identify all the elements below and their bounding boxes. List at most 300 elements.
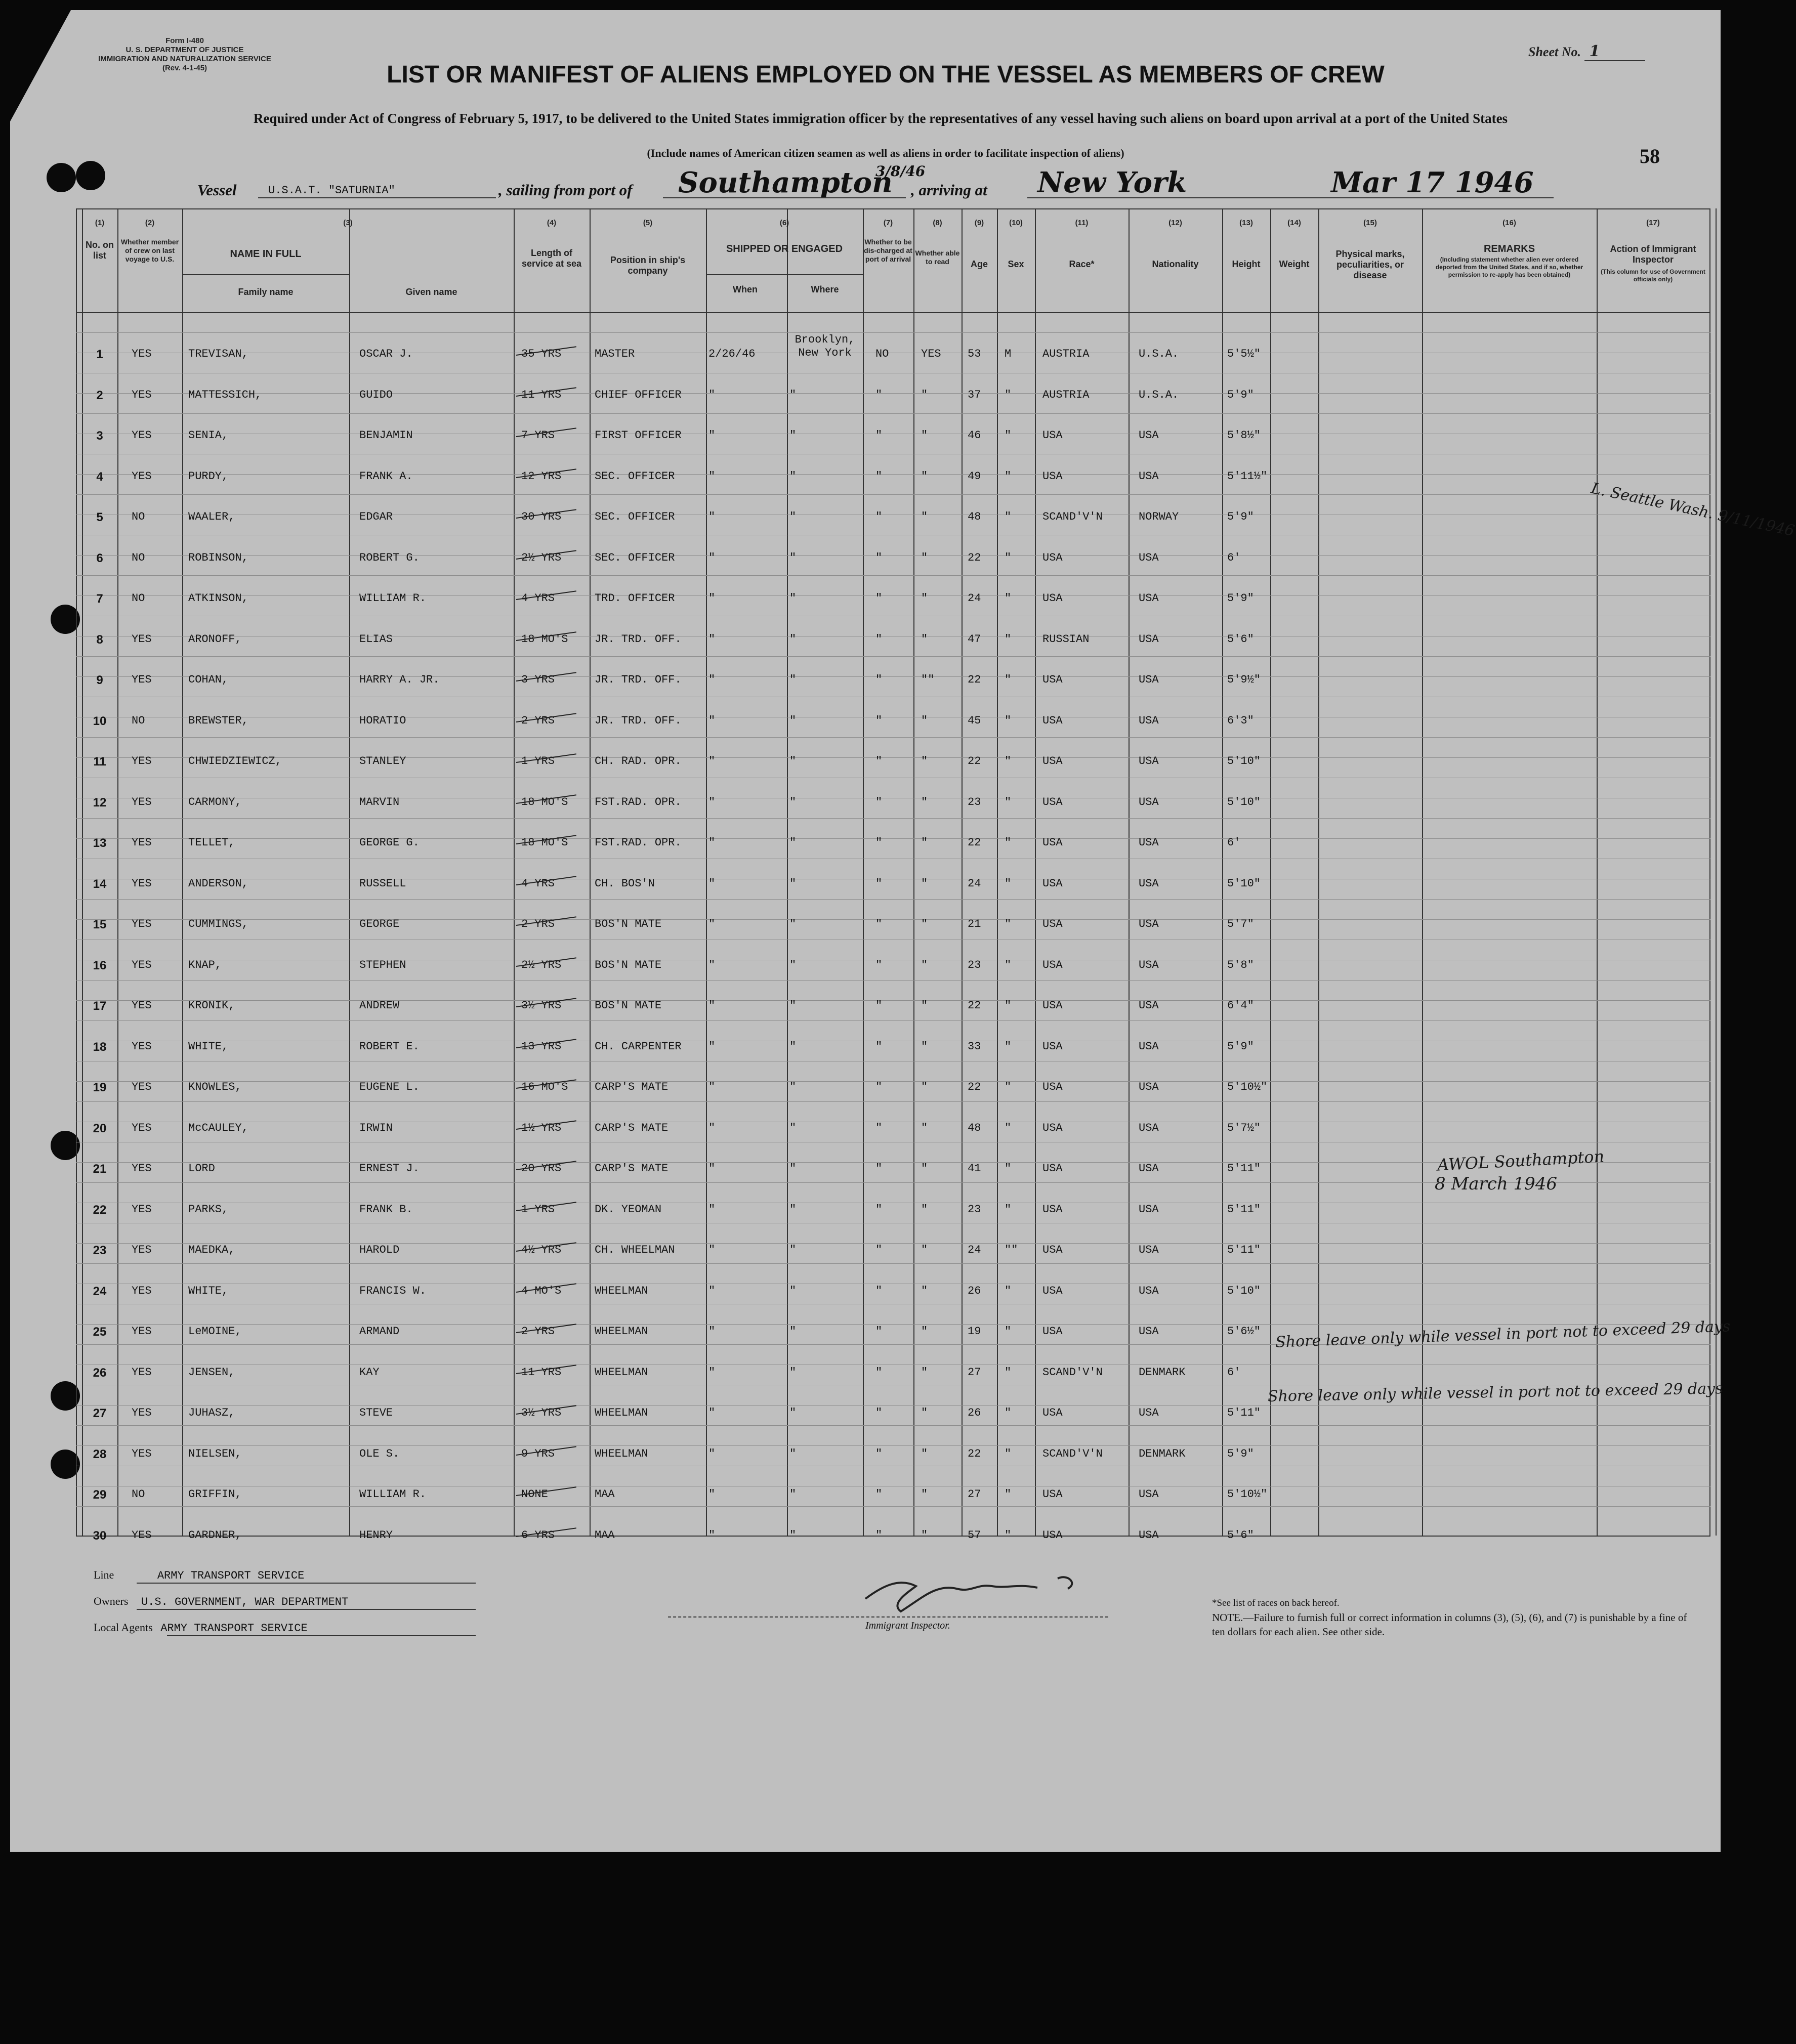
given-name: BENJAMIN [359, 429, 413, 442]
service-length: 4½ YRS [521, 1244, 562, 1256]
position: MAA [595, 1528, 615, 1542]
shipped-where: " [789, 918, 797, 930]
service-length: 20 YRS [521, 1162, 562, 1175]
age: 21 [968, 918, 981, 930]
service-length: 18 MO'S [521, 836, 568, 849]
given-name: ERNEST J. [359, 1162, 420, 1175]
family-name: ANDERSON, [188, 877, 248, 890]
able-to-read: " [921, 551, 928, 564]
shipped-where: " [789, 592, 797, 605]
sex: " [1005, 510, 1012, 523]
able-to-read: " [921, 755, 928, 768]
given-name: STEPHEN [359, 958, 406, 971]
member-status: NO [132, 510, 145, 523]
service-length: 2 YRS [521, 918, 555, 930]
height: 5'11" [1227, 1203, 1261, 1216]
vessel-name: U.S.A.T. "SATURNIA" [268, 184, 395, 197]
member-status: NO [132, 714, 145, 727]
nationality: USA [1139, 1203, 1159, 1216]
member-status: YES [132, 877, 152, 890]
service-length: 18 MO'S [521, 632, 568, 646]
nationality: USA [1139, 1528, 1159, 1542]
header-nationality: Nationality [1152, 259, 1199, 269]
able-to-read: " [921, 877, 928, 890]
member-status: YES [132, 470, 152, 483]
shipped-where: " [789, 510, 797, 523]
able-to-read: " [921, 1284, 928, 1297]
nationality: USA [1139, 632, 1159, 646]
member-status: YES [132, 1447, 152, 1460]
position: BOS'N MATE [595, 958, 662, 971]
able-to-read: " [921, 1488, 928, 1501]
family-name: CARMONY, [188, 795, 242, 808]
discharge: " [875, 958, 883, 971]
age: 48 [968, 510, 981, 523]
service-length: 7 YRS [521, 429, 555, 442]
service-length: 1 YRS [521, 755, 555, 768]
discharge: " [875, 551, 883, 564]
family-name: MAEDKA, [188, 1244, 235, 1256]
shipped-when: " [708, 673, 716, 686]
age: 22 [968, 1447, 981, 1460]
member-status: YES [132, 836, 152, 849]
sex: " [1005, 1325, 1012, 1338]
family-name: CUMMINGS, [188, 918, 248, 930]
header-discharged: Whether to be dis-charged at port of arrival [864, 238, 912, 263]
shipped-where: " [789, 388, 797, 401]
given-name: ROBERT E. [359, 1040, 420, 1053]
age: 22 [968, 673, 981, 686]
row-number: 11 [93, 755, 106, 769]
given-name: FRANK A. [359, 470, 413, 483]
family-name: WHITE, [188, 1040, 229, 1053]
race: SCAND'V'N [1042, 1366, 1103, 1379]
nationality: NORWAY [1139, 510, 1179, 523]
height: 5'10" [1227, 755, 1261, 768]
given-name: HORATIO [359, 714, 406, 727]
member-status: YES [132, 755, 152, 768]
sail-date: 3/8/46 [875, 163, 926, 180]
able-to-read: " [921, 1081, 928, 1093]
age: 23 [968, 795, 981, 808]
row-number: 16 [93, 958, 107, 972]
discharge: NO [875, 348, 889, 360]
family-name: NIELSEN, [188, 1447, 242, 1460]
able-to-read: " [921, 1366, 928, 1379]
row-number: 9 [96, 673, 103, 687]
family-name: SENIA, [188, 429, 229, 442]
header-where: Where [811, 284, 839, 294]
race: USA [1042, 1284, 1063, 1297]
service-length: 2½ YRS [521, 551, 562, 564]
service-length: 2½ YRS [521, 958, 562, 971]
row-number: 6 [96, 551, 103, 565]
able-to-read: " [921, 1203, 928, 1216]
able-to-read: " [921, 429, 928, 442]
service-length: 2 YRS [521, 714, 555, 727]
inspector-signature [855, 1563, 1118, 1619]
given-name: GEORGE [359, 918, 400, 930]
member-status: YES [132, 795, 152, 808]
shipped-where: " [789, 673, 797, 686]
height: 5'5½" [1227, 348, 1261, 360]
race: USA [1042, 592, 1063, 605]
able-to-read: " [921, 1040, 928, 1053]
able-to-read: " [921, 999, 928, 1012]
inspector-label: Immigrant Inspector. [865, 1620, 950, 1631]
nationality: USA [1139, 551, 1159, 564]
discharge: " [875, 388, 883, 401]
header-age: Age [970, 259, 988, 269]
able-to-read: " [921, 1325, 928, 1338]
discharge: " [875, 795, 883, 808]
service-length: 9 YRS [521, 1447, 555, 1460]
age: 26 [968, 1407, 981, 1419]
age: 22 [968, 755, 981, 768]
shipped-where: " [789, 1325, 797, 1338]
discharge: " [875, 1528, 883, 1542]
family-name: LORD [188, 1162, 215, 1175]
able-to-read: " [921, 1244, 928, 1256]
given-name: EUGENE L. [359, 1081, 420, 1093]
family-name: TREVISAN, [188, 348, 248, 360]
row-number: 17 [93, 999, 107, 1013]
shipped-where: " [789, 958, 797, 971]
nationality: USA [1139, 1284, 1159, 1297]
height: 5'7½" [1227, 1121, 1261, 1134]
row-number: 7 [96, 592, 103, 606]
form-identifier: Form I-480 U. S. DEPARTMENT OF JUSTICE IMMIGRATION AND NATURALIZATION SERVICE (Rev. 4-1-45) [98, 36, 271, 72]
race: USA [1042, 673, 1063, 686]
header-prev-voyage: Whether member of crew on last voyage to U.S. [120, 238, 179, 263]
row-number: 15 [93, 918, 107, 931]
race: USA [1042, 1325, 1063, 1338]
able-to-read: " [921, 1407, 928, 1419]
shipped-when: " [708, 1366, 716, 1379]
nationality: USA [1139, 755, 1159, 768]
able-to-read: " [921, 470, 928, 483]
shipped-where: " [789, 632, 797, 646]
given-name: EDGAR [359, 510, 393, 523]
service-length: 13 YRS [521, 1040, 562, 1053]
age: 45 [968, 714, 981, 727]
nationality: USA [1139, 429, 1159, 442]
sex: " [1005, 755, 1012, 768]
able-to-read: " [921, 714, 928, 727]
given-name: KAY [359, 1366, 380, 1379]
position: CH. CARPENTER [595, 1040, 682, 1053]
member-status: YES [132, 632, 152, 646]
header-name: NAME IN FULL [230, 248, 302, 260]
sex: " [1005, 1081, 1012, 1093]
sex: " [1005, 388, 1012, 401]
header-remarks-detail: (Including statement whether alien ever ordered deported from the United States, and if so, whether permission to re-apply has been obtained) [1435, 256, 1583, 278]
sex: M [1005, 348, 1012, 360]
member-status: YES [132, 1162, 152, 1175]
height: 5'10" [1227, 795, 1261, 808]
member-status: YES [132, 1203, 152, 1216]
shipped-where: " [789, 836, 797, 849]
row-number: 30 [93, 1528, 107, 1543]
member-status: YES [132, 958, 152, 971]
race: USA [1042, 1162, 1063, 1175]
header-remarks: REMARKS [1483, 243, 1535, 254]
row-number: 5 [96, 510, 103, 524]
age: 26 [968, 1284, 981, 1297]
punch-hole [76, 161, 105, 190]
sex: " [1005, 1447, 1012, 1460]
header-physical-marks: Physical marks, peculiarities, or disease [1335, 249, 1405, 280]
shipped-when: " [708, 1447, 716, 1460]
position: JR. TRD. OFF. [595, 632, 682, 646]
header-weight: Weight [1279, 259, 1310, 269]
shipped-where: " [789, 1284, 797, 1297]
height: 5'6" [1227, 1528, 1254, 1542]
height: 5'10½" [1227, 1488, 1268, 1501]
crew-table: (1) (2) (3) (4) (5) (6) (7) (8) (9) (10) (11) (12) (13) (14) (15) (16) (17) No. on list Whether member of crew on last voyage to U.S. NAME IN FULL Family name Given name Length of service at sea Position in ship's company SHIPPED OR ENGAGED When Where Whether to be dis-charged at port of arrival Whether able to read Age Sex Race* Nationality Height Weight Physical marks, peculiarities, or disease REMARKS (Including statement whether alien ever ordered deported from the United States, and if so, whether permission to re-apply has been obtained) Action of Immigrant Inspector (This column for use of Government officials only) 1 YES TREVISAN, OSCAR J. 35 YRS MASTER 2/26/46 Brooklyn, New York NO YES 53 M AUSTRIA U.S.A. 5'5½" 2 YES MATTESSICH, GUIDO 11 YRS CHIEF OFFICER " " " " 37 " AUSTRIA U.S.A. 5'9" 3 YES SENIA, BENJAMIN 7 YRS FIRST OFFICER " " " " 46 " USA USA 5'8½" 4 YES PURDY, FRANK A. 12 YRS SEC. OFFICER " " " " 49 " USA USA 5'11½" 5 NO WAALER, EDGAR 30 YRS SEC. OFFICER " " " " 48 " SCAND'V'N NORWAY 5'9" 6 NO ROBINSON, ROBERT G. 2½ YRS SEC. OFFICER " " " " 22 " USA USA 6' 7 NO ATKINSON, WILLIAM R. 4 YRS TRD. OFFICER " " " " 24 " USA USA 5'9" 8 YES ARONOFF, ELIAS 18 MO'S JR. TRD. OFF. " " " " 47 " RUSSIAN USA 5'6" 9 YES COHAN, HARRY A. JR. 3 YRS JR. TRD. OFF. " " " "" 22 " USA USA 5'9½" 10 NO BREWSTER, HORATIO 2 YRS JR. TRD. OFF. " " " " 45 " USA USA 6'3" 11 YES CHWIEDZIEWICZ, STANLEY 1 YRS CH. RAD. OPR. " " " " 22 " USA USA 5'10" 12 YES CARMONY, MARVIN 18 MO'S FST.RAD. OPR. " " " " 23 " USA USA 5'10" 13 YES TELLET, GEORGE G. 18 MO'S FST.RAD. OPR. " " " " 22 " USA USA 6' 14 YES ANDERSON, RUSSELL 4 YRS CH. BOS'N " " " " 24 " USA USA 5'10" 15 YES CUMMINGS, GEORGE 2 YRS BOS'N MATE " " " " 21 " USA USA 5'7" 16 YES KNAP, STEPHEN 2½ YRS BOS'N MATE " " " " 23 " USA USA 5'8" 17 YES KRONIK, ANDREW 3½ YRS BOS'N MATE " " " " 22 " USA USA 6'4" 18 YES WHITE, ROBERT E. 13 YRS CH. CARPENTER " " " " 33 " USA USA 5'9" 19 YES KNOWLES, EUGENE L. 16 MO'S CARP'S MATE " " " " 22 " USA USA 5'10½" 20 YES McCAULEY, IRWIN 1½ YRS CARP'S MATE " " " " 48 " USA USA 5'7½" 21 YES LORD ERNEST J. 20 YRS CARP'S MATE " " " " 41 " USA USA 5'11" 22 YES PARKS, FRANK B. 1 YRS DK. YEOMAN " " " " 23 " USA USA 5'11" 23 YES MAEDKA, HAROLD 4½ YRS CH. WHEELMAN " " " " 24 "" USA USA 5'11" 24 YES WHITE, FRANCIS W. 4 MO'S WHEELMAN " " " " 26 " USA USA 5'10" 25 YES LeMOINE, ARMAND 2 YRS WHEELMAN " " " " 19 " USA USA 5'6½" 26 YES JENSEN, KAY 11 YRS WHEELMAN " " " " 27 " SCAND'V'N DENMARK 6' 27 YES JUHASZ, STEVE 3½ YRS WHEELMAN " " " " 26 " USA USA 5'11" 28 YES NIELSEN, OLE S. 9 YRS WHEELMAN " " " " 22 " SCAND'V'N DENMARK 5'9" 29 NO GRIFFIN, WILLIAM R. NONE MAA " " " " 27 " USA USA 5'10½" 30 YES GARDNER, HENRY 6 YRS MAA " " " " 57 " USA USA 5'6" [76, 208, 1710, 1536]
shipped-when: " [708, 1244, 716, 1256]
age: 22 [968, 1081, 981, 1093]
discharge: " [875, 1203, 883, 1216]
height: 5'11½" [1227, 470, 1268, 483]
service-length: 16 MO'S [521, 1081, 568, 1093]
family-name: GARDNER, [188, 1528, 242, 1542]
shipped-when: " [708, 1407, 716, 1419]
shipped-when: " [708, 1528, 716, 1542]
able-to-read: " [921, 1528, 928, 1542]
nationality: USA [1139, 714, 1159, 727]
age: 22 [968, 999, 981, 1012]
family-name: PURDY, [188, 470, 229, 483]
age: 41 [968, 1162, 981, 1175]
page-title: LIST OR MANIFEST OF ALIENS EMPLOYED ON THE VESSEL AS MEMBERS OF CREW [387, 61, 1385, 88]
discharge: " [875, 1040, 883, 1053]
position: CARP'S MATE [595, 1162, 669, 1175]
member-status: NO [132, 592, 145, 605]
row-number: 24 [93, 1284, 107, 1298]
given-name: ROBERT G. [359, 551, 420, 564]
able-to-read: YES [921, 348, 941, 360]
member-status: YES [132, 1325, 152, 1338]
header-service: Length of service at sea [521, 248, 582, 269]
shipped-where: " [789, 1121, 797, 1134]
given-name: OSCAR J. [359, 348, 413, 360]
nationality: U.S.A. [1139, 388, 1179, 401]
discharge: " [875, 1244, 883, 1256]
race: SCAND'V'N [1042, 510, 1103, 523]
able-to-read: " [921, 1121, 928, 1134]
shipped-when: 2/26/46 [708, 348, 756, 360]
member-status: YES [132, 999, 152, 1012]
nationality: DENMARK [1139, 1447, 1186, 1460]
shipped-when: " [708, 877, 716, 890]
race: USA [1042, 999, 1063, 1012]
position: WHEELMAN [595, 1366, 648, 1379]
port-from: Southampton [678, 166, 893, 199]
discharge: " [875, 999, 883, 1012]
service-length: NONE [521, 1488, 548, 1501]
service-length: 4 YRS [521, 877, 555, 890]
row-number: 22 [93, 1203, 107, 1217]
nationality: DENMARK [1139, 1366, 1186, 1379]
member-status: YES [132, 388, 152, 401]
nationality: USA [1139, 877, 1159, 890]
shipped-where: " [789, 999, 797, 1012]
member-status: NO [132, 1488, 145, 1501]
shipped-when: " [708, 1203, 716, 1216]
nationality: USA [1139, 1488, 1159, 1501]
discharge: " [875, 714, 883, 727]
age: 48 [968, 1121, 981, 1134]
row-number: 3 [96, 429, 103, 443]
position: BOS'N MATE [595, 999, 662, 1012]
header-position: Position in ship's company [610, 255, 686, 276]
sex: " [1005, 1121, 1012, 1134]
height: 5'10" [1227, 1284, 1261, 1297]
sex: " [1005, 714, 1012, 727]
member-status: YES [132, 1040, 152, 1053]
height: 5'11" [1227, 1407, 1261, 1419]
discharge: " [875, 1366, 883, 1379]
sheet-number: Sheet No. 1 [1528, 42, 1645, 61]
member-status: YES [132, 1244, 152, 1256]
position: WHEELMAN [595, 1407, 648, 1419]
position: CH. RAD. OPR. [595, 755, 682, 768]
race: USA [1042, 1244, 1063, 1256]
race: USA [1042, 836, 1063, 849]
nationality: USA [1139, 470, 1159, 483]
given-name: RUSSELL [359, 877, 406, 890]
member-status: YES [132, 1407, 152, 1419]
position: CARP'S MATE [595, 1121, 669, 1134]
shipped-when: " [708, 714, 716, 727]
sex: " [1005, 958, 1012, 971]
service-length: 35 YRS [521, 348, 562, 360]
sex: " [1005, 632, 1012, 646]
family-name: JENSEN, [188, 1366, 235, 1379]
position: BOS'N MATE [595, 918, 662, 930]
shipped-when: " [708, 1121, 716, 1134]
row-number: 8 [96, 632, 103, 647]
height: 5'9" [1227, 1447, 1254, 1460]
row-number: 10 [93, 714, 107, 728]
discharge: " [875, 1284, 883, 1297]
nationality: USA [1139, 592, 1159, 605]
member-status: YES [132, 918, 152, 930]
row-number: 25 [93, 1325, 107, 1339]
height: 5'11" [1227, 1244, 1261, 1256]
family-name: WHITE, [188, 1284, 229, 1297]
shipped-when: " [708, 388, 716, 401]
position: DK. YEOMAN [595, 1203, 662, 1216]
race: USA [1042, 429, 1063, 442]
position: MASTER [595, 348, 635, 360]
race: USA [1042, 1407, 1063, 1419]
row22-date-annotation: 8 March 1946 [1435, 1174, 1558, 1194]
header-action-detail: (This column for use of Government officials only) [1601, 268, 1705, 283]
row-number: 14 [93, 877, 107, 891]
family-name: PARKS, [188, 1203, 229, 1216]
sex: " [1005, 1162, 1012, 1175]
discharge: " [875, 755, 883, 768]
position: JR. TRD. OFF. [595, 673, 682, 686]
given-name: MARVIN [359, 795, 400, 808]
race: SCAND'V'N [1042, 1447, 1103, 1460]
shipped-where: " [789, 551, 797, 564]
sex: " [1005, 1040, 1012, 1053]
able-to-read: " [921, 632, 928, 646]
able-to-read: "" [921, 673, 935, 686]
able-to-read: " [921, 1162, 928, 1175]
row-number: 27 [93, 1407, 107, 1420]
sex: " [1005, 1203, 1012, 1216]
member-status: YES [132, 673, 152, 686]
form-subtitle: Required under Act of Congress of February 5, 1917, to be delivered to the United States immigration officer by the representatives of any vessel having such aliens on board upon arrival at a port of the United States [253, 111, 1508, 126]
header-race: Race* [1069, 259, 1095, 269]
age: 33 [968, 1040, 981, 1053]
sex: "" [1005, 1244, 1018, 1256]
race: USA [1042, 470, 1063, 483]
races-note: *See list of races on back hereof. NOTE.—Failure to furnish full or correct information in columns (3), (5), (6), and (7) is punishable by a fine of ten dollars for each alien. See other side. [1212, 1598, 1687, 1638]
member-status: YES [132, 1366, 152, 1379]
discharge: " [875, 470, 883, 483]
position: TRD. OFFICER [595, 592, 675, 605]
race: USA [1042, 551, 1063, 564]
position: SEC. OFFICER [595, 551, 675, 564]
able-to-read: " [921, 795, 928, 808]
shipped-when: " [708, 1040, 716, 1053]
sex: " [1005, 999, 1012, 1012]
sex: " [1005, 551, 1012, 564]
race: USA [1042, 1528, 1063, 1542]
given-name: GEORGE G. [359, 836, 420, 849]
age: 27 [968, 1488, 981, 1501]
service-length: 1 YRS [521, 1203, 555, 1216]
row-number: 18 [93, 1040, 107, 1054]
sex: " [1005, 673, 1012, 686]
able-to-read: " [921, 958, 928, 971]
height: 5'6" [1227, 632, 1254, 646]
family-name: BREWSTER, [188, 714, 248, 727]
age: 22 [968, 551, 981, 564]
sex: " [1005, 795, 1012, 808]
arrival-date: Mar 17 1946 [1331, 166, 1534, 199]
given-name: OLE S. [359, 1447, 400, 1460]
height: 5'9" [1227, 388, 1254, 401]
age: 46 [968, 429, 981, 442]
row-number: 12 [93, 795, 107, 810]
shipped-where: " [789, 1366, 797, 1379]
row-number: 13 [93, 836, 107, 850]
family-name: LeMOINE, [188, 1325, 242, 1338]
discharge: " [875, 918, 883, 930]
height: 5'9½" [1227, 673, 1261, 686]
race: USA [1042, 1081, 1063, 1093]
height: 6' [1227, 836, 1241, 849]
race: USA [1042, 1040, 1063, 1053]
header-action: Action of Immigrant Inspector [1610, 244, 1696, 265]
shipped-when: " [708, 1081, 716, 1093]
height: 5'9" [1227, 592, 1254, 605]
nationality: USA [1139, 673, 1159, 686]
shipped-when: " [708, 1284, 716, 1297]
given-name: HARRY A. JR. [359, 673, 440, 686]
shipped-when: " [708, 795, 716, 808]
family-name: KNOWLES, [188, 1081, 242, 1093]
shipped-when: " [708, 1488, 716, 1501]
shipped-when: " [708, 510, 716, 523]
given-name: HAROLD [359, 1244, 400, 1256]
